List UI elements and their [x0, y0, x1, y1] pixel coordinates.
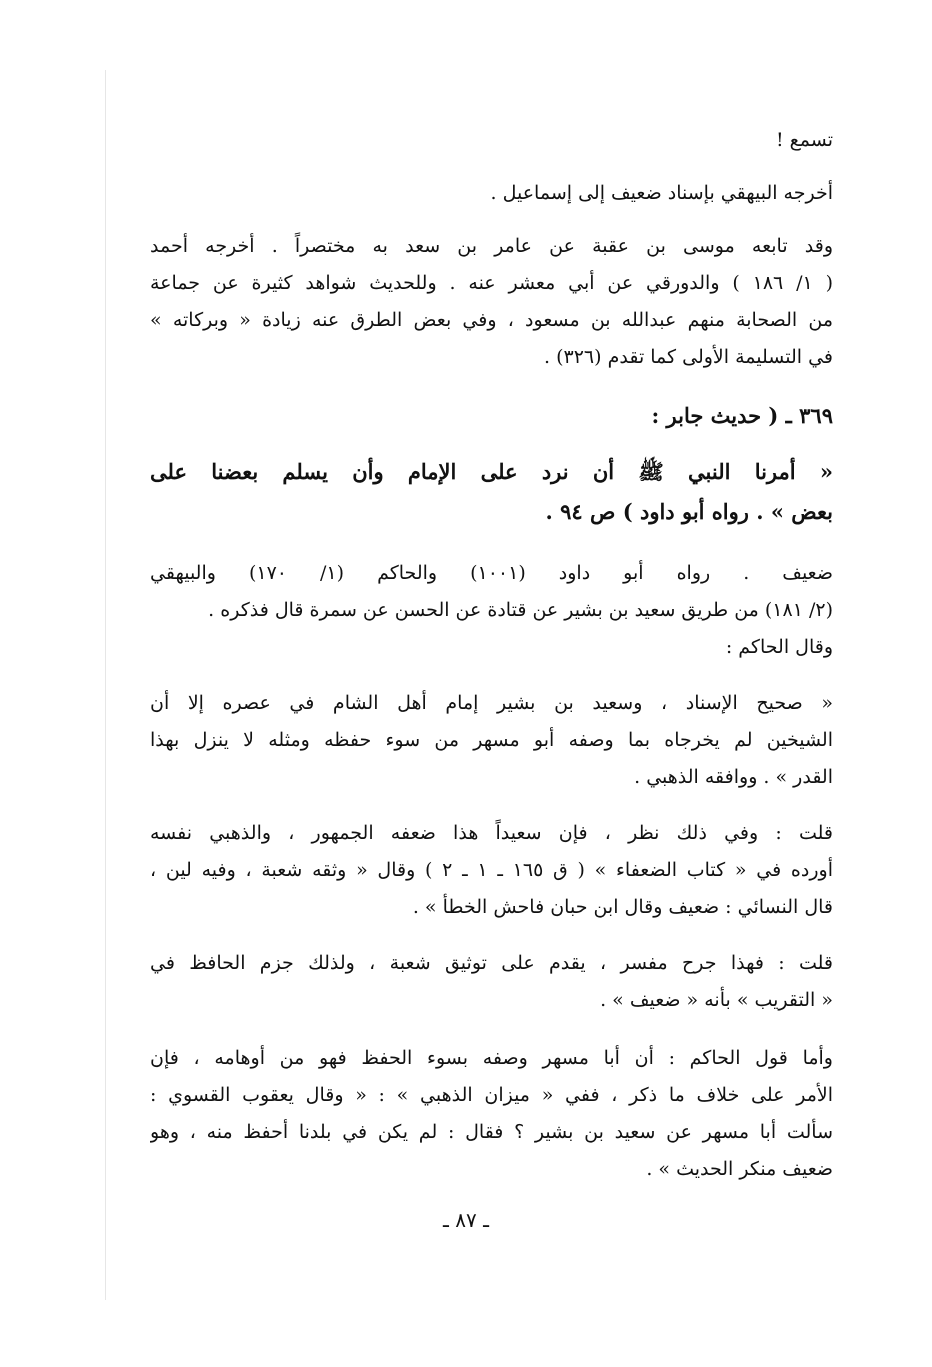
text-line: الشيخين لم يخرجاه بما وصفه أبو مسهر من سوء حفظه ومثله لا ينزل بهذا — [150, 729, 833, 751]
text-line: الأمر على خلاف ما ذكر ، ففي « ميزان الذهبي » : « وقال يعقوب القسوي : — [150, 1084, 833, 1106]
hadith-heading — [150, 396, 833, 436]
text-line: قلت : فهذا جرح مفسر ، يقدم على توثيق شعبة ، ولذلك جزم الحافظ في — [150, 952, 833, 974]
text-line: أورده في « كتاب الضعفاء » ( ق ١٦٥ ـ ١ ـ ٢ ) وقال « وثقه شعبة ، وفيه لين ، — [150, 859, 833, 881]
text-line: في التسليمة الأولى كما تقدم (٣٢٦) . — [544, 346, 833, 368]
paragraph-comment-2 — [150, 945, 833, 1019]
text-line: وقال الحاكم : — [725, 636, 833, 658]
text-line: « التقريب » بأنه « ضعيف » . — [600, 989, 833, 1011]
paragraph-comment-1 — [150, 815, 833, 926]
text-line: القدر » . ووافقه الذهبي . — [634, 766, 833, 788]
text-line: ضعيف . رواه أبو داود (١٠٠١) والحاكم (١/ ١٧٠) والبيهقي — [150, 562, 833, 584]
text-line: قلت : وفي ذلك نظر ، فإن سعيداً هذا ضعفه الجمهور ، والذهبي نفسه — [150, 822, 833, 844]
text-line: ضعيف منكر الحديث » . — [646, 1158, 833, 1180]
hadith-text — [150, 452, 833, 532]
text-line: من الصحابة منهم عبدالله بن مسعود ، وفي بعض الطرق عنه زيادة « وبركاته » — [150, 309, 833, 331]
paragraph-mutabaa — [150, 228, 833, 376]
text-line: وأما قول الحاكم : أن أبا مسهر وصفه بسوء الحفظ فهو من أوهامه ، فإن — [150, 1047, 833, 1069]
text-line: أخرجه البيهقي بإسناد ضعيف إلى إسماعيل . — [490, 182, 833, 204]
text-line: وقد تابعه موسى بن عقبة عن عامر بن سعد به مختصراً . أخرجه أحمد — [150, 235, 833, 257]
paragraph-takhrij — [150, 175, 833, 212]
hadith-number-title: ٣٦٩ ـ ( حديث جابر : — [651, 403, 833, 428]
page-number: ـ ٨٧ ـ — [443, 1208, 489, 1232]
margin-line-left — [105, 70, 106, 1300]
opening-word — [150, 122, 833, 159]
text-line: بعض » . رواه أبو داود ) ص ٩٤ . — [545, 499, 833, 524]
text-line: ( ١/ ١٨٦ ) والدورقي عن أبي معشر عنه . وللحديث شواهد كثيرة عن جماعة — [150, 272, 833, 294]
paragraph-comment-3 — [150, 1040, 833, 1188]
text-line: (٢/ ١٨١) من طريق سعيد بن بشير عن قتادة عن الحسن عن سمرة قال فذكره . — [208, 599, 833, 621]
text-line: سألت أبا مسهر عن سعيد بن بشير ؟ فقال : لم يكن في بلدنا أحفظ منه ، وهو — [150, 1121, 833, 1143]
paragraph-hakim-quote — [150, 685, 833, 796]
text-line: « صحيح الإسناد ، وسعيد بن بشير إمام أهل الشام في عصره إلا أن — [150, 692, 833, 714]
text-line: « أمرنا النبي ﷺ أن نرد على الإمام وأن يسلم بعضنا على — [150, 459, 833, 484]
paragraph-grading — [150, 555, 833, 666]
text-line: قال النسائي : ضعيف وقال ابن حبان فاحش الخطأ » . — [412, 896, 833, 918]
text-line: تسمع ! — [775, 129, 833, 151]
